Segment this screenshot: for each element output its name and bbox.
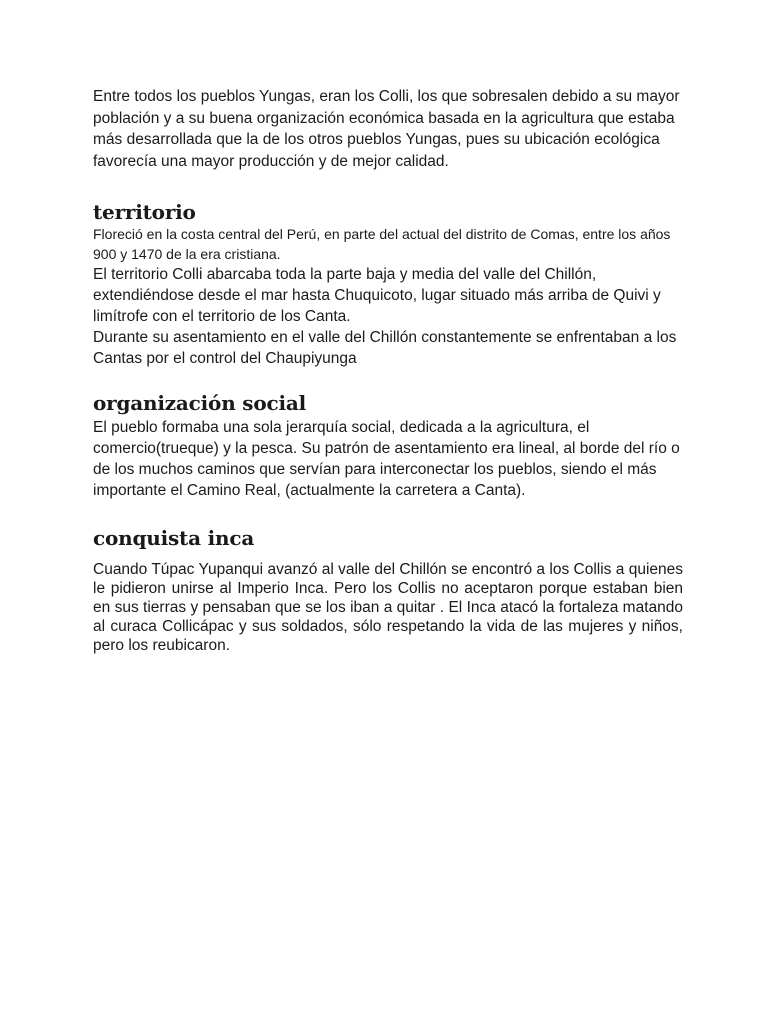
conquista-inca-paragraph: Cuando Túpac Yupanqui avanzó al valle del Chillón se encontró a los Collis a quienes le pidieron unirse al Imperio Inca. Pero los Collis no aceptaron porque estaban bien en sus tierras y pensaban que se los iban a quitar . El Inca atacó la fortaleza matando al curaca Collicápac y sus soldados, sólo respetando la vida de las mujeres y niños, pero los reubicaron. [93, 561, 683, 654]
section-title-organizacion-social: organización social [93, 391, 307, 415]
section-title-conquista-inca: conquista inca [93, 526, 255, 550]
intro-paragraph: Entre todos los pueblos Yungas, eran los Colli, los que sobresalen debido a su mayor población y a su buena organización económica basada en la agricultura que estaba más desarrollada que la de los otros pueblos Yungas, pues su ubicación ecológica favorecía una mayor producción y de mejor calidad. [93, 88, 680, 170]
territorio-paragraph-1: Floreció en la costa central del Perú, en parte del actual del distrito de Comas, entre los años 900 y 1470 de la era cristiana. [93, 226, 671, 262]
territorio-paragraph-3: Durante su asentamiento en el valle del Chillón constantemente se enfrentaban a los Cantas por el control del Chaupiyunga [93, 329, 677, 367]
document-page [93, 86, 683, 655]
territorio-paragraph-2: El territorio Colli abarcaba toda la parte baja y media del valle del Chillón, extendiéndose desde el mar hasta Chuquicoto, lugar situado más arriba de Quivi y limítrofe con el territorio de los Canta. [93, 266, 661, 325]
section-title-territorio: territorio [93, 200, 196, 224]
organizacion-paragraph: El pueblo formaba una sola jerarquía social, dedicada a la agricultura, el comercio(trueque) y la pesca. Su patrón de asentamiento era lineal, al borde del río o de los muchos caminos que servían para interconectar los pueblos, siendo el más importante el Camino Real, (actualmente la carretera a Canta). [93, 419, 680, 499]
